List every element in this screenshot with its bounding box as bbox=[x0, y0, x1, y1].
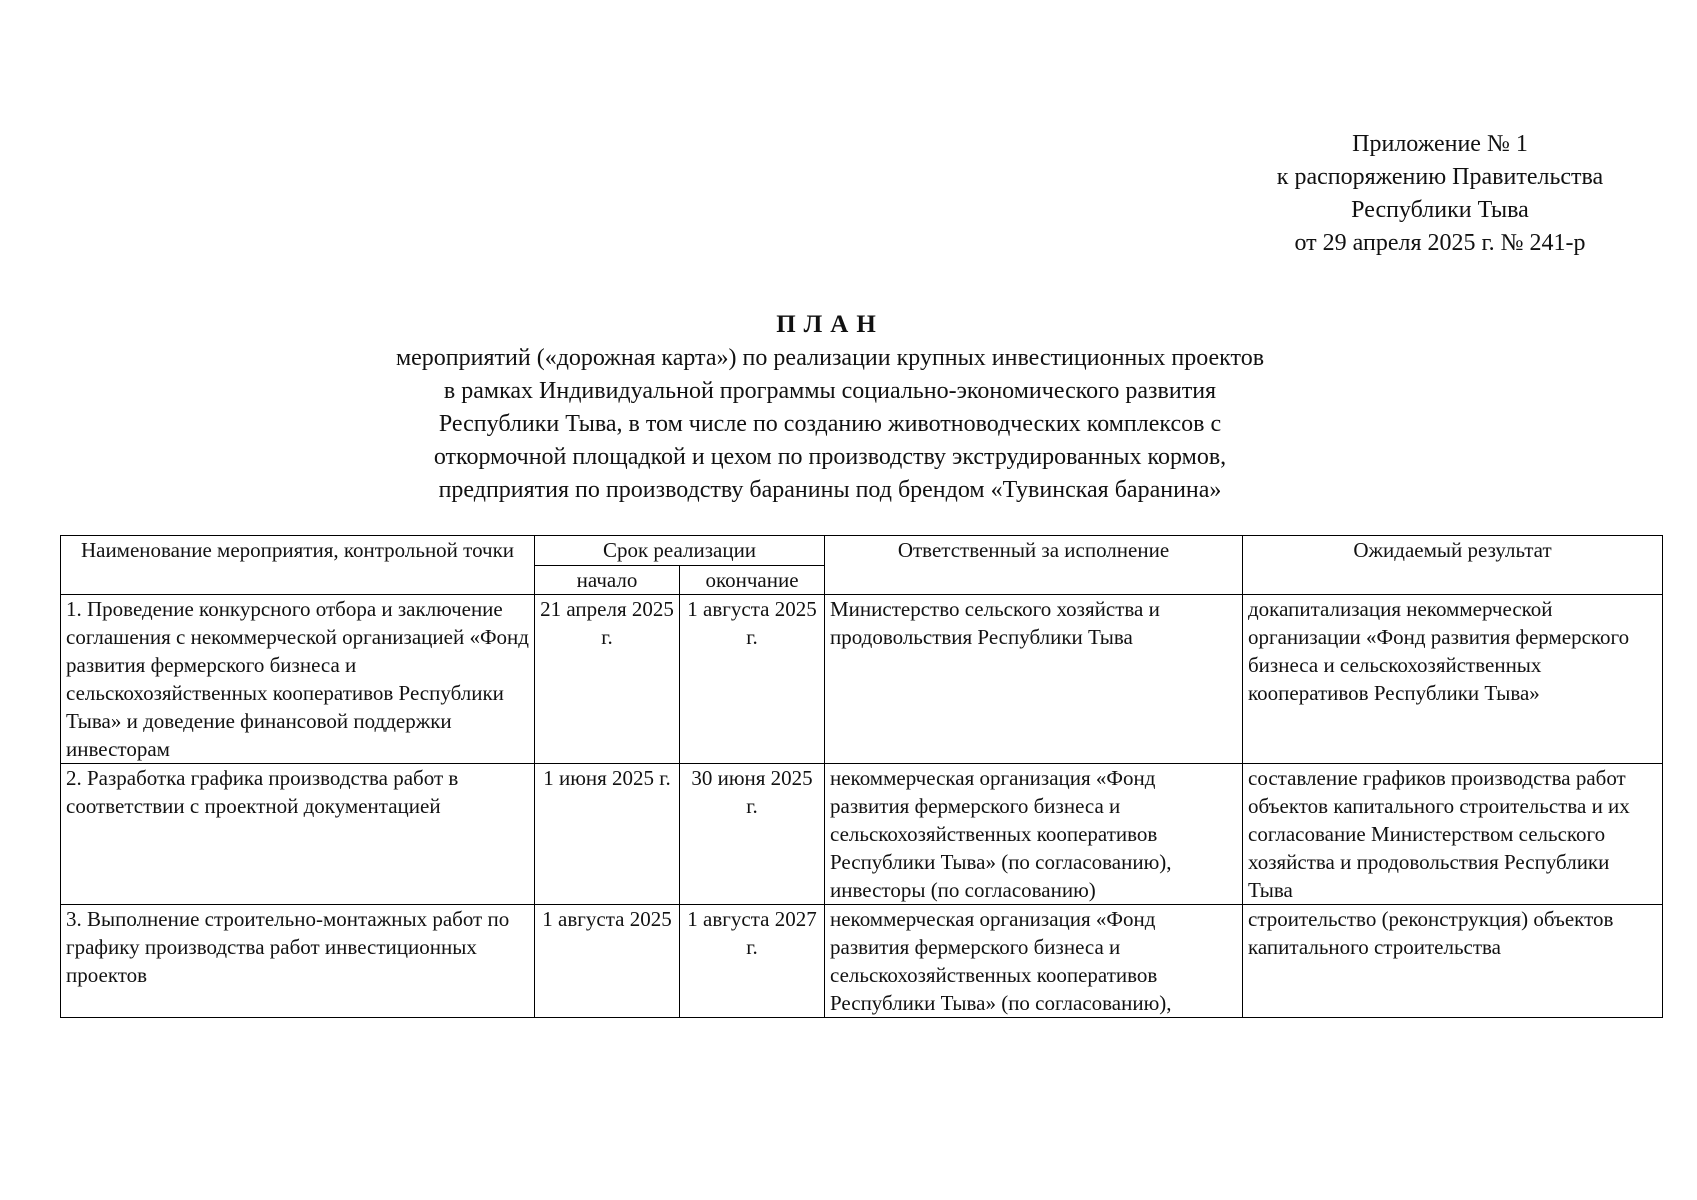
cell-start: 1 августа 2025 bbox=[535, 905, 680, 1018]
cell-result: строительство (реконструкция) объектов капитального строительства bbox=[1243, 905, 1663, 1018]
subtitle-line: предприятия по производству баранины под брендом «Тувинская баранина» bbox=[438, 477, 1222, 503]
cell-name: 3. Выполнение строительно-монтажных работ по графику производства работ инвестиционных проектов bbox=[61, 905, 535, 1018]
cell-responsible: некоммерческая организация «Фонд развития фермерского бизнеса и сельскохозяйственных кооперативов Республики Тыва» (по согласованию), инвесторы (по согласованию) bbox=[825, 764, 1243, 905]
header-name: Наименование мероприятия, контрольной точки bbox=[61, 536, 535, 595]
roadmap-table bbox=[60, 535, 1663, 1018]
cell-end: 1 августа 2027 г. bbox=[680, 905, 825, 1018]
annex-line-1: Приложение № 1 bbox=[1352, 131, 1528, 157]
cell-start: 1 июня 2025 г. bbox=[535, 764, 680, 905]
annex-block bbox=[1240, 128, 1640, 260]
table-row bbox=[61, 764, 1663, 905]
cell-end: 30 июня 2025 г. bbox=[680, 764, 825, 905]
cell-result: докапитализация некоммерческой организации «Фонд развития фермерского бизнеса и сельскохозяйственных кооперативов Республики Тыва» bbox=[1243, 595, 1663, 764]
table-row bbox=[61, 595, 1663, 764]
annex-line-3: Республики Тыва bbox=[1351, 197, 1529, 223]
subtitle-line: в рамках Индивидуальной программы социально-экономического развития bbox=[443, 378, 1217, 404]
annex-line-2: к распоряжению Правительства bbox=[1276, 164, 1604, 190]
header-responsible: Ответственный за исполнение bbox=[825, 536, 1243, 595]
subtitle-line: мероприятий («дорожная карта») по реализации крупных инвестиционных проектов bbox=[395, 345, 1265, 371]
annex-line-4: от 29 апреля 2025 г. № 241-р bbox=[1294, 230, 1586, 256]
cell-name: 1. Проведение конкурсного отбора и заключение соглашения с некоммерческой организацией «Фонд развития фермерского бизнеса и сельскохозяйственных кооперативов Республики Тыва» и доведение финансовой поддержки инвесторам bbox=[61, 595, 535, 764]
cell-responsible: некоммерческая организация «Фонд развития фермерского бизнеса и сельскохозяйственных кооперативов Республики Тыва» (по согласованию), bbox=[825, 905, 1243, 1018]
document-title bbox=[250, 308, 1410, 507]
cell-responsible: Министерство сельского хозяйства и продовольствия Республики Тыва bbox=[825, 595, 1243, 764]
table-row bbox=[61, 905, 1663, 1018]
cell-end: 1 августа 2025 г. bbox=[680, 595, 825, 764]
cell-result: составление графиков производства работ объектов капитального строительства и их согласование Министерством сельского хозяйства и продовольствия Республики Тыва bbox=[1243, 764, 1663, 905]
plan-heading: ПЛАН bbox=[776, 311, 884, 338]
header-start: начало bbox=[535, 566, 680, 595]
subtitle-line: откормочной площадкой и цехом по производству экструдированных кормов, bbox=[433, 444, 1227, 470]
subtitle-line: Республики Тыва, в том числе по созданию животноводческих комплексов с bbox=[438, 411, 1222, 437]
plan-subtitle bbox=[250, 342, 1410, 507]
header-result: Ожидаемый результат bbox=[1243, 536, 1663, 595]
cell-start: 21 апреля 2025 г. bbox=[535, 595, 680, 764]
header-end: окончание bbox=[680, 566, 825, 595]
header-term: Срок реализации bbox=[535, 536, 825, 566]
cell-name: 2. Разработка графика производства работ в соответствии с проектной документацией bbox=[61, 764, 535, 905]
